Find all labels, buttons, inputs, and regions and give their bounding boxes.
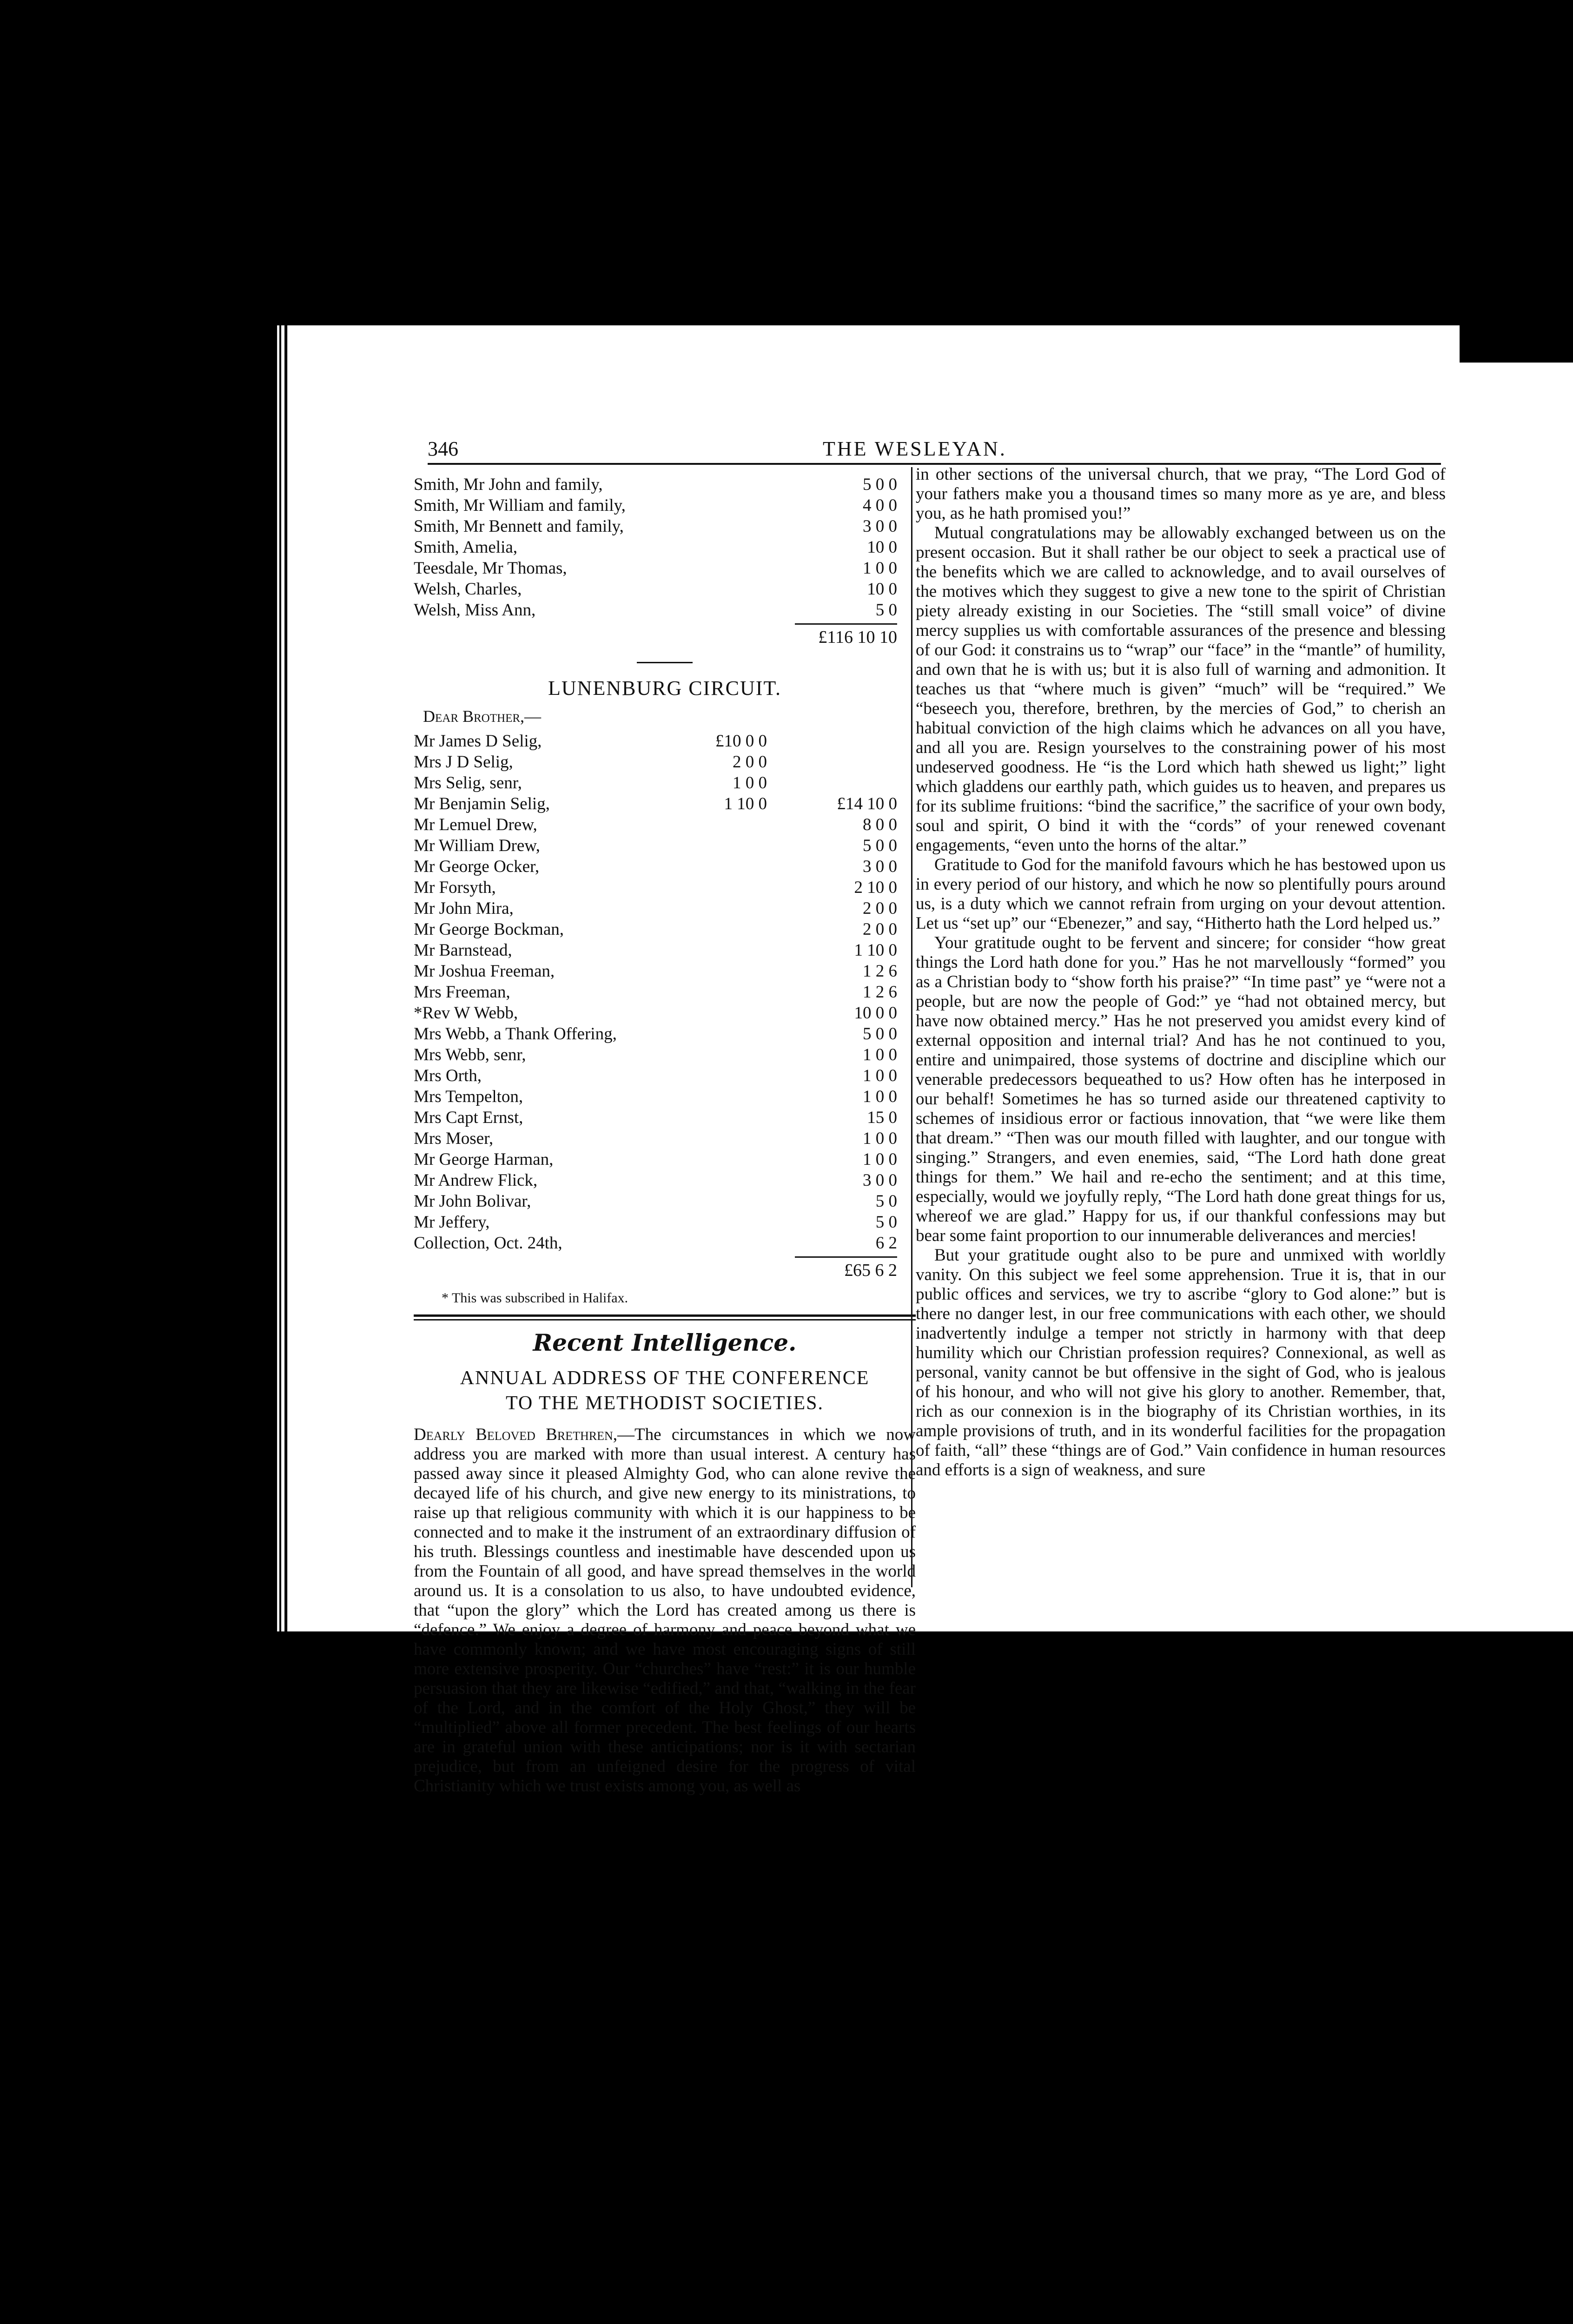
subscription-row — [414, 731, 916, 752]
subscription-total: 5 0 — [875, 1192, 897, 1211]
subscriber-name: Mr George Ocker, — [414, 857, 540, 876]
subscription-amount: £10 0 0 — [715, 732, 767, 751]
subscription-total: 2 10 0 — [854, 878, 897, 897]
subscription-total: 1 2 6 — [863, 983, 897, 1002]
subscription-row — [414, 1191, 916, 1212]
subscription-amount — [674, 474, 767, 495]
subscriber-name: Mr James D Selig, — [414, 732, 542, 751]
subscriber-name: Mrs Capt Ernst, — [414, 1108, 523, 1127]
subscription-amount — [674, 537, 767, 558]
subscriber-name: Mrs Selig, senr, — [414, 773, 522, 792]
paragraph: Mutual congratulations may be allowably exchanged between us on the present occasion. But it shall rather be our object to seek a practical use of the benefits which we are called to acknowledge, and to avail ourselves of the motives which they suggest to give a new tone to the spirit of Christian piety already existing in our Societies. The “still small voice” of divine mercy supplies us with comfortable assurances of the presence and blessing of our God: it constrains us to “wrap” our “face” in the “mantle” of humility, and own that he is with us; but it is also full of warning and admonition. It teaches us that “where much is given” “much” will be “required.” We “beseech you, therefore, brethren, by the mercies of God,” to cherish an habitual conviction of the high claims which he advances on all you have, and all you are. Resign yourselves to the constraining power of his most undeserved goodness. He “is the Lord which hath shewed us light;” light which gladdens our earthly path, which guides us to heaven, and prepares us for its sublime fruitions: “bind the sacrifice,” the sacrifice of your own body, soul and spirit, O bind it with the “cords” of your renewed covenant engagements, “even unto the horns of the altar.” — [916, 523, 1446, 855]
paragraph: Your gratitude ought to be fervent and sincere; for consider “how great things the Lord hath done for you.” Has he not marvellously “formed” you as a Christian body to “show forth his praise?” “In time past” ye “were not a people, but are now the people of God:” ye “had not obtained mercy, but have now obtained mercy.” Has he not preserved you amidst every kind of external opposition and internal trial? And has he not continued to you, entire and unimpaired, those systems of doctrine and discipline which our venerable predecessors bequeathed to us? How often has he interposed in our behalf! Sometimes he has so turned aside our threatened captivity to schemes of insidious error or factious innovation, that “we were like them that dream.” “Then was our mouth filled with laughter, and our tongue with singing.” Strangers, and even enemies, said, “The Lord hath done great things for them.” We hail and re-echo the sentiment; and at this time, especially, would we joyfully reply, “The Lord hath done great things for us, whereof we are glad.” Happy for us, if our thankful confessions may but bear some faint proportion to our innumerable deliverances and mercies! — [916, 933, 1446, 1245]
subscriber-name: Mrs Webb, senr, — [414, 1045, 526, 1064]
subscription-total: 5 0 — [875, 1213, 897, 1232]
double-rule — [414, 1314, 916, 1320]
subscription-row — [414, 516, 916, 537]
subscription-amount — [674, 877, 767, 898]
subscription-total: 1 0 0 — [863, 1129, 897, 1148]
right-column — [916, 465, 1446, 1480]
subscription-row — [414, 940, 916, 961]
subscription-row — [414, 537, 916, 558]
subscription-amount — [674, 1212, 767, 1233]
subscription-total: 1 0 0 — [863, 1066, 897, 1085]
subscription-total — [767, 752, 897, 772]
subscription-total: 3 0 0 — [863, 517, 897, 536]
subscriber-name: Mr Lemuel Drew, — [414, 815, 537, 834]
subscriber-name: Mr John Mira, — [414, 899, 514, 918]
section-rule — [637, 662, 693, 663]
subscription-total: 3 0 0 — [863, 1171, 897, 1190]
subscription-row — [414, 772, 916, 793]
paragraph: But your gratitude ought also to be pure and unmixed with worldly vanity. On this subject we feel some apprehension. True it is, that in our public offices and services, we try to ascribe “glory to God alone:” but is there no danger lest, in our free communications with each other, we should inadvertently indulge a temper not strictly in harmony with that deep humility which our Christian profession requires? Connexional, as well as personal, vanity cannot be but offensive in the sight of God, who is jealous of his honour, and who will not give his glory to another. Remember, that, rich as our connexion is in the biography of its Christian worthies, in its ample provisions of truth, and in its wonderful facilities for the propagation of faith, “all” these “things are of God.” Vain confidence in human resources and efforts is a sign of weakness, and sure — [916, 1246, 1446, 1479]
journal-title: THE WESLEYAN. — [823, 437, 1007, 460]
subscription-total: 5 0 0 — [863, 475, 897, 494]
subscription-row — [414, 982, 916, 1003]
subscriber-name: Mr George Bockman, — [414, 920, 564, 939]
subscription-row — [414, 558, 916, 579]
subscription-amount — [674, 1086, 767, 1107]
lunenburg-total: £65 6 2 — [844, 1261, 897, 1280]
subscription-row — [414, 600, 916, 621]
lunenburg-title: LUNENBURG CIRCUIT. — [548, 677, 782, 700]
subscription-row — [414, 1128, 916, 1149]
subscription-amount — [674, 579, 767, 600]
subscription-amount — [674, 1023, 767, 1044]
section-heading-recent-intelligence: Recent Intelligence. — [533, 1329, 797, 1356]
subscription-row — [414, 1003, 916, 1023]
page-number: 346 — [428, 437, 458, 460]
subscription-amount — [674, 982, 767, 1003]
subscription-amount — [674, 814, 767, 835]
subscription-row — [414, 793, 916, 814]
subscription-row — [414, 1065, 916, 1086]
subscriber-name: Teesdale, Mr Thomas, — [414, 559, 567, 578]
subscriber-name: Mrs Webb, a Thank Offering, — [414, 1024, 617, 1043]
subscription-total: 1 0 0 — [863, 1150, 897, 1169]
subscription-row — [414, 1086, 916, 1107]
subscription-row — [414, 961, 916, 982]
subscription-row — [414, 1233, 916, 1254]
subscriber-name: Welsh, Charles, — [414, 580, 522, 599]
subscriber-name: Mr Forsyth, — [414, 878, 496, 897]
address-title — [414, 1366, 916, 1416]
subscription-total-top: £116 10 10 — [818, 627, 897, 647]
subscription-total: £14 10 0 — [837, 794, 897, 813]
paragraph: Gratitude to God for the manifold favours which he has bestowed upon us in every period of our history, and which he now so plentifully pours around us, is a duty which we cannot refrain from urging on your devout attention. Let us “set up” our “Ebenezer,” and say, “Hitherto hath the Lord helped us.” — [916, 855, 1446, 933]
subscription-total: 10 0 0 — [854, 1004, 897, 1023]
subscriber-name: Mrs J D Selig, — [414, 753, 513, 772]
subscription-total: 6 2 — [875, 1234, 897, 1253]
subscription-amount — [674, 835, 767, 856]
subscriber-name: Mr Barnstead, — [414, 941, 512, 960]
subscription-row — [414, 1044, 916, 1065]
subscriber-name: Mr Benjamin Selig, — [414, 794, 550, 813]
subscription-total: 2 0 0 — [863, 920, 897, 939]
subscription-amount — [674, 1003, 767, 1023]
paragraph: in other sections of the universal church, that we pray, “The Lord God of your fathers make you a thousand times so many more as ye are, and bless you, as he hath promised you!” — [916, 465, 1446, 523]
address-title-line-2: TO THE METHODIST SOCIETIES. — [506, 1393, 824, 1414]
subscription-list-lunenburg — [414, 731, 916, 1254]
subscription-amount — [674, 1149, 767, 1170]
subscription-total: 1 0 0 — [863, 559, 897, 578]
subscriber-name: Mr John Bolivar, — [414, 1192, 531, 1211]
page-header — [428, 437, 1441, 465]
subscriber-name: Mrs Tempelton, — [414, 1087, 523, 1106]
address-text-left: —The circumstances in which we now address you are marked with more than usual interest. A century has passed away since it pleased Almighty God, who can alone revive the decayed life of his church, and give new energy to its ministrations, to raise up that religious community with which it is our happiness to be connected and to make it the instrument of an extraordinary diffusion of his truth. Blessings countless and inestimable have descended upon us from the Fountain of all good, and have spread themselves in the world around us. It is a consolation to us also, to have undoubted evidence, that “upon the glory” which the Lord has created among us there is “defence.” We enjoy a degree of harmony and peace beyond what we have commonly known; and we have most encouraging signs of still more extensive prosperity. Our “churches” have “rest:” it is our humble persuasion that they are likewise “edified,” and that, “walking in the fear of the Lord, and in the comfort of the Holy Ghost,” they will be “multiplied” above all former precedent. The best feelings of our hearts are in grateful union with these anticipations; nor is it with sectarian prejudice, but from an unfeigned desire for the progress of vital Christianity which we trust exists among you, as well as — [414, 1425, 916, 1796]
subscriber-name: Mr George Harman, — [414, 1150, 554, 1169]
subscription-amount — [674, 558, 767, 579]
subscription-total: 15 0 — [867, 1108, 897, 1127]
subscription-amount — [674, 1191, 767, 1212]
subscription-total: 5 0 — [875, 601, 897, 620]
address-body-right — [916, 465, 1446, 1480]
subscriber-name: Collection, Oct. 24th, — [414, 1234, 562, 1253]
subscription-list-top — [414, 474, 916, 621]
subscription-total: 5 0 0 — [863, 836, 897, 855]
subscription-total: 4 0 0 — [863, 496, 897, 515]
subscription-row — [414, 814, 916, 835]
subscriber-name: Welsh, Miss Ann, — [414, 601, 536, 620]
book-page — [288, 325, 1460, 1796]
left-column — [414, 474, 916, 1796]
subscriber-name: Smith, Mr William and family, — [414, 496, 626, 515]
subscriber-name: Mr Andrew Flick, — [414, 1171, 538, 1190]
subscription-amount — [674, 919, 767, 940]
subscription-amount — [674, 898, 767, 919]
subscription-amount — [674, 940, 767, 961]
total-rule — [795, 623, 897, 625]
subscription-amount — [674, 856, 767, 877]
lunenburg-salutation: Dear Brother,— — [423, 707, 542, 726]
address-salutation: Dearly Beloved Brethren, — [414, 1425, 617, 1444]
subscription-row — [414, 495, 916, 516]
subscription-total: 5 0 0 — [863, 1024, 897, 1043]
subscription-amount — [674, 1107, 767, 1128]
total-rule — [795, 1256, 897, 1258]
subscription-row — [414, 474, 916, 495]
subscription-amount — [674, 1170, 767, 1191]
subscription-total: 10 0 — [867, 580, 897, 599]
subscription-total — [767, 772, 897, 793]
subscription-total: 10 0 — [867, 538, 897, 557]
subscription-row — [414, 919, 916, 940]
address-title-line-1: ANNUAL ADDRESS OF THE CONFERENCE — [460, 1367, 870, 1389]
subscription-row — [414, 579, 916, 600]
subscription-total: 1 0 0 — [863, 1045, 897, 1064]
subscription-amount — [674, 1233, 767, 1254]
subscription-amount: 1 0 0 — [733, 773, 767, 792]
subscription-amount — [674, 1128, 767, 1149]
subscription-amount — [674, 516, 767, 537]
subscription-row — [414, 835, 916, 856]
subscription-amount — [674, 1065, 767, 1086]
subscription-row — [414, 1149, 916, 1170]
subscriber-name: Mrs Freeman, — [414, 983, 510, 1002]
subscription-amount: 2 0 0 — [733, 753, 767, 772]
subscriber-name: Mrs Moser, — [414, 1129, 494, 1148]
subscription-amount — [674, 600, 767, 621]
footnote: * This was subscribed in Halifax. — [442, 1290, 628, 1306]
subscriber-name: Mrs Orth, — [414, 1066, 482, 1085]
subscription-amount — [674, 961, 767, 982]
subscription-row — [414, 1170, 916, 1191]
subscription-amount — [674, 1044, 767, 1065]
subscription-total: 1 10 0 — [854, 941, 897, 960]
subscription-total: 3 0 0 — [863, 857, 897, 876]
subscription-row — [414, 752, 916, 772]
subscription-amount: 1 10 0 — [724, 794, 767, 813]
subscriber-name: *Rev W Webb, — [414, 1004, 518, 1023]
subscription-row — [414, 877, 916, 898]
subscription-total: 1 0 0 — [863, 1087, 897, 1106]
subscription-row — [414, 1023, 916, 1044]
subscriber-name: Mr Jeffery, — [414, 1213, 490, 1232]
subscription-row — [414, 898, 916, 919]
address-body-left — [414, 1425, 916, 1796]
facing-page-fragment — [1460, 363, 1573, 1631]
subscription-row — [414, 1212, 916, 1233]
subscription-total: 1 2 6 — [863, 962, 897, 981]
subscription-row — [414, 1107, 916, 1128]
subscriber-name: Smith, Amelia, — [414, 538, 518, 557]
subscription-total: 8 0 0 — [863, 815, 897, 834]
subscriber-name: Smith, Mr Bennett and family, — [414, 517, 624, 536]
subscription-row — [414, 856, 916, 877]
subscription-amount — [674, 495, 767, 516]
subscriber-name: Mr William Drew, — [414, 836, 540, 855]
subscriber-name: Smith, Mr John and family, — [414, 475, 603, 494]
subscription-total: 2 0 0 — [863, 899, 897, 918]
subscriber-name: Mr Joshua Freeman, — [414, 962, 555, 981]
subscription-total — [767, 731, 897, 752]
